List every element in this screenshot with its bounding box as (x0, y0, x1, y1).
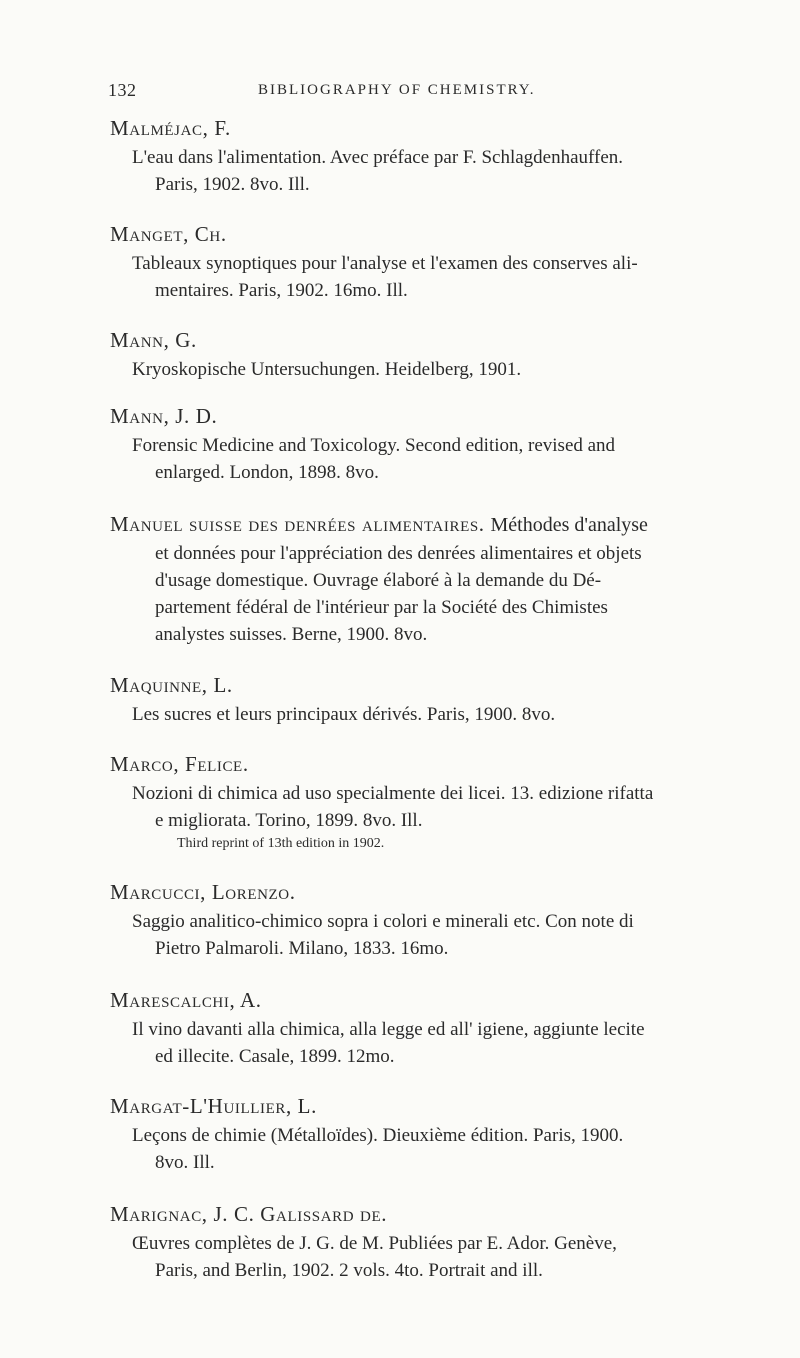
entry-title-line: Les sucres et leurs principaux dérivés. Paris, 1900. 8vo. (132, 704, 556, 725)
entry-title-line: et données pour l'appréciation des denrées alimentaires et objets (155, 543, 642, 564)
entry-title-line: 8vo. Ill. (155, 1152, 215, 1173)
entry-title (110, 356, 760, 383)
entry-title-line: L'eau dans l'alimentation. Avec préface par F. Schlagdenhauffen. (132, 147, 624, 168)
entry-title-line: Pietro Palmaroli. Milano, 1833. 16mo. (155, 938, 449, 959)
entry-title (110, 1230, 760, 1284)
entry-title-line: e migliorata. Torino, 1899. 8vo. Ill. (155, 810, 423, 831)
entry-author-continuation: Méthodes d'analyse (490, 514, 648, 536)
entry-title-line: Œuvres complètes de J. G. de M. Publiées par E. Ador. Genève, (132, 1233, 617, 1254)
entry-title-line: Forensic Medicine and Toxicology. Second edition, revised and (132, 435, 616, 456)
entry-note: Third reprint of 13th edition in 1902. (177, 836, 385, 851)
entry-author: Malméjac, F. (110, 116, 231, 140)
entry-title (110, 144, 760, 198)
entry-title (110, 432, 760, 486)
entry-title-line: Paris, and Berlin, 1902. 2 vols. 4to. Portrait and ill. (155, 1260, 543, 1281)
page-header (108, 80, 748, 110)
entry-author: Mann, G. (110, 328, 197, 352)
entry-title (110, 540, 760, 648)
page-number: 132 (108, 80, 137, 100)
entry-title-line: ed illecite. Casale, 1899. 12mo. (155, 1046, 395, 1067)
entry-title (110, 1122, 760, 1176)
entry-title-line: partement fédéral de l'intérieur par la Société des Chimistes (155, 597, 608, 618)
entry-title-line: Paris, 1902. 8vo. Ill. (155, 174, 310, 195)
entry-title (110, 780, 760, 854)
entry-title-line: analystes suisses. Berne, 1900. 8vo. (155, 624, 428, 645)
entry-author (110, 510, 760, 538)
entry-title (110, 701, 760, 728)
entry-title-line: d'usage domestique. Ouvrage élaboré à la demande du Dé- (155, 570, 602, 591)
bibliography-entry (110, 220, 760, 304)
entry-title-line: Il vino davanti alla chimica, alla legge ed all' igiene, aggiunte lecite (132, 1019, 645, 1040)
entry-title (110, 908, 760, 962)
entry-title-line: mentaires. Paris, 1902. 16mo. Ill. (155, 280, 408, 301)
entry-author: Marcucci, Lorenzo. (110, 880, 296, 904)
bibliography-entry (110, 1200, 760, 1284)
entry-title-line: enlarged. London, 1898. 8vo. (155, 462, 379, 483)
bibliography-entry (110, 402, 760, 486)
bibliography-entry (110, 750, 760, 854)
running-head: BIBLIOGRAPHY OF CHEMISTRY. (258, 82, 536, 98)
entry-author: Margat-L'Huillier, L. (110, 1094, 317, 1118)
entry-title-line: Tableaux synoptiques pour l'analyse et l'examen des conserves ali- (132, 253, 638, 274)
entry-author: Manget, Ch. (110, 222, 227, 246)
entry-author: Marco, Felice. (110, 752, 249, 776)
entry-author: Maquinne, L. (110, 673, 233, 697)
entry-title-line: Kryoskopische Untersuchungen. Heidelberg, 1901. (132, 359, 522, 380)
bibliography-entry (110, 114, 760, 198)
entry-title-line: Nozioni di chimica ad uso specialmente dei licei. 13. edizione rifatta (132, 783, 654, 804)
entry-author: Marescalchi, A. (110, 988, 262, 1012)
bibliography-entry (110, 1092, 760, 1176)
entry-title-line: Saggio analitico-chimico sopra i colori e minerali etc. Con note di (132, 911, 634, 932)
bibliography-entry (110, 671, 760, 728)
bibliography-entry (110, 510, 760, 648)
entry-author-heading: Manuel suisse des denrées alimentaires. (110, 512, 485, 536)
entry-title-line: Leçons de chimie (Métalloïdes). Dieuxième édition. Paris, 1900. (132, 1125, 624, 1146)
bibliography-entry (110, 326, 760, 383)
entry-title (110, 250, 760, 304)
entry-author: Mann, J. D. (110, 404, 218, 428)
entry-author: Marignac, J. C. Galissard de. (110, 1202, 388, 1226)
bibliography-entry (110, 986, 760, 1070)
bibliography-entry (110, 878, 760, 962)
entry-title (110, 1016, 760, 1070)
